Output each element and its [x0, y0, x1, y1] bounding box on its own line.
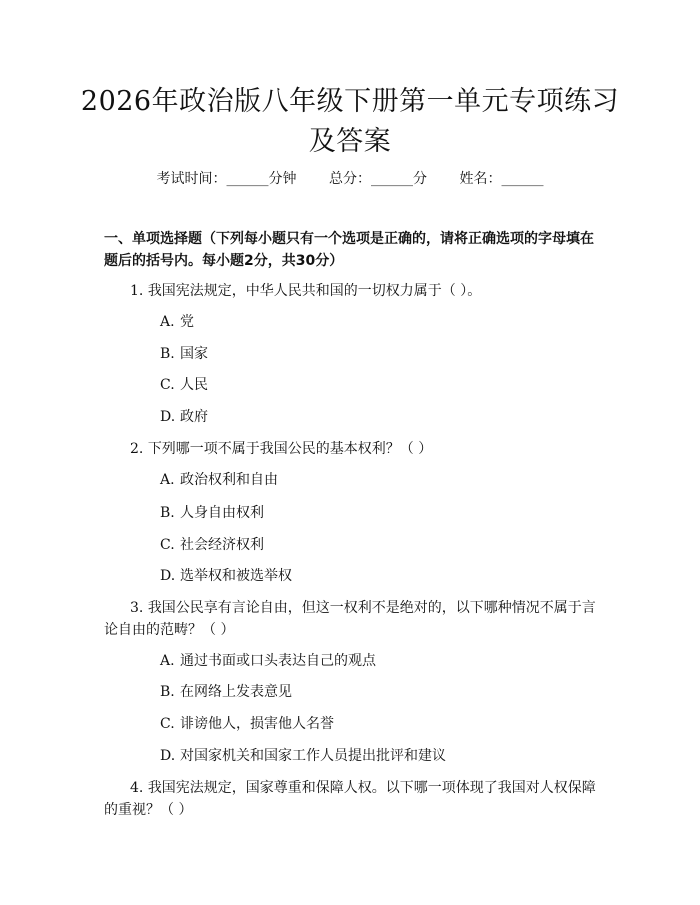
- option-2a: [160, 470, 278, 490]
- option-letter: D.: [160, 568, 176, 584]
- option-1d: [160, 407, 208, 427]
- option-letter: B.: [160, 684, 175, 700]
- title-line-2: 及答案: [308, 126, 392, 157]
- option-text: 诽谤他人，损害他人名誉: [180, 716, 334, 732]
- option-letter: A.: [160, 653, 175, 669]
- question-number: 2.: [130, 441, 144, 457]
- option-text: 社会经济权利: [180, 537, 264, 553]
- option-letter: B.: [160, 346, 175, 362]
- option-2c: [160, 535, 264, 555]
- option-letter: D.: [160, 748, 176, 764]
- option-letter: C.: [160, 377, 175, 393]
- option-letter: B.: [160, 505, 175, 521]
- option-3d: [160, 746, 446, 766]
- option-text: 对国家机关和国家工作人员提出批评和建议: [180, 748, 446, 764]
- question-text: 下列哪一项不属于我国公民的基本权利？（ ）: [147, 441, 433, 457]
- option-letter: A.: [160, 472, 175, 488]
- option-text: 选举权和被选举权: [180, 568, 292, 584]
- option-letter: C.: [160, 537, 175, 553]
- option-1b: [160, 344, 208, 364]
- option-text: 人民: [180, 377, 208, 393]
- option-letter: D.: [160, 409, 176, 425]
- option-text: 政府: [180, 409, 208, 425]
- option-3c: [160, 714, 334, 734]
- title-line-1: 2026年政治版八年级下册第一单元专项练习: [80, 86, 620, 117]
- option-text: 党: [180, 314, 194, 330]
- option-text: 政治权利和自由: [180, 472, 278, 488]
- option-3a: [160, 651, 376, 671]
- option-letter: C.: [160, 716, 175, 732]
- exam-info: [0, 169, 700, 189]
- option-1c: [160, 375, 208, 395]
- question-4: [104, 777, 600, 821]
- exam-score: 总分：______分: [329, 171, 427, 187]
- exam-time: 考试时间：______分钟: [156, 171, 297, 187]
- option-1a: [160, 312, 194, 332]
- question-number: 1.: [130, 283, 144, 299]
- option-letter: A.: [160, 314, 175, 330]
- option-2d: [160, 566, 292, 586]
- question-number: 3.: [130, 600, 144, 616]
- option-text: 在网络上发表意见: [180, 684, 292, 700]
- option-3b: [160, 682, 292, 702]
- question-text: 我国宪法规定，国家尊重和保障人权。以下哪一项体现了我国对人权保障的重视？（ ）: [104, 780, 596, 818]
- question-text: 我国公民享有言论自由，但这一权利不是绝对的，以下哪种情况不属于言论自由的范畴？（ ）: [104, 600, 596, 638]
- section-heading: 一、单项选择题（下列每小题只有一个选项是正确的，请将正确选项的字母填在题后的括号内。每小题2分，共30分）: [104, 231, 594, 269]
- student-name: 姓名：______: [459, 171, 544, 187]
- question-number: 4.: [130, 780, 144, 796]
- question-3: [104, 597, 600, 641]
- question-2: [104, 438, 600, 460]
- option-text: 国家: [180, 346, 208, 362]
- option-text: 通过书面或口头表达自己的观点: [180, 653, 376, 669]
- document-title: [60, 82, 640, 162]
- question-text: 我国宪法规定，中华人民共和国的一切权力属于（ ）。: [147, 283, 482, 299]
- option-text: 人身自由权利: [180, 505, 264, 521]
- question-1: [104, 280, 600, 302]
- option-2b: [160, 503, 264, 523]
